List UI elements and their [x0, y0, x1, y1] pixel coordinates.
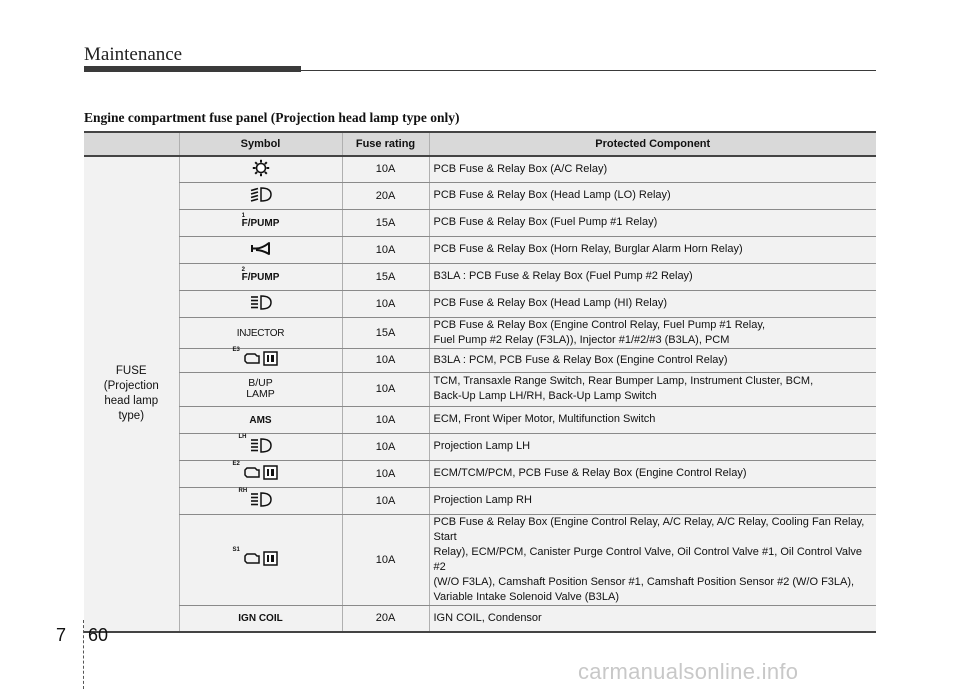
protected-component-cell — [429, 182, 876, 209]
protected-component-cell — [429, 317, 876, 348]
fuse-rating-cell: 20A — [342, 605, 429, 632]
protected-component-cell — [429, 514, 876, 605]
fuse-group-label — [84, 156, 179, 632]
header-fuse-rating: Fuse rating — [342, 132, 429, 156]
protected-component-cell — [429, 487, 876, 514]
fuse-group-label-line: type) — [118, 410, 145, 422]
symbol-superscript: E2 — [232, 460, 240, 467]
symbol-label-icon — [238, 612, 282, 624]
fuse-rating-cell: 10A — [342, 156, 429, 182]
protected-component-line: PCB Fuse & Relay Box (Horn Relay, Burglar Alarm Horn Relay) — [433, 243, 743, 255]
symbol-cell — [179, 236, 342, 263]
symbol-superscript: 2 — [241, 266, 245, 273]
fuse-rating-cell: 10A — [342, 460, 429, 487]
protected-component-line: PCB Fuse & Relay Box (Head Lamp (LO) Relay) — [433, 189, 671, 201]
header-protected-component: Protected Component — [429, 132, 876, 156]
high-beam-icon — [249, 294, 273, 314]
fuse-rating-cell: 10A — [342, 514, 429, 605]
header-title: Maintenance — [84, 44, 183, 65]
headlamp-rh-icon — [238, 487, 273, 511]
table-row — [84, 182, 876, 209]
table-row — [84, 156, 876, 182]
protected-component-line: PCB Fuse & Relay Box (Engine Control Relay, A/C Relay, A/C Relay, Cooling Fan Relay, Start — [433, 515, 865, 543]
footer-chapter-number: 7 — [56, 625, 67, 645]
symbol-label: F/PUMP — [241, 271, 280, 283]
protected-component-line: B3LA : PCM, PCB Fuse & Relay Box (Engine Control Relay) — [433, 353, 728, 366]
fuse-rating-cell: 15A — [342, 317, 429, 348]
symbol-label: AMS — [249, 414, 272, 426]
header-blank — [84, 132, 179, 156]
protected-component-line: ECM/TCM/PCM, PCB Fuse & Relay Box (Engine Control Relay) — [433, 467, 747, 479]
protected-component-line: TCM, Transaxle Range Switch, Rear Bumper Lamp, Instrument Cluster, BCM, — [433, 375, 814, 387]
table-row — [84, 372, 876, 406]
fuse-rating-cell: 10A — [342, 236, 429, 263]
fuse-rating-cell: 10A — [342, 487, 429, 514]
symbol-cell — [179, 372, 342, 406]
table-row — [84, 514, 876, 605]
symbol-label: B/UP LAMP — [246, 377, 275, 400]
symbol-cell — [179, 209, 342, 236]
symbol-cell — [179, 460, 342, 487]
symbol-label-icon — [237, 327, 284, 339]
fuse-rating-cell: 10A — [342, 433, 429, 460]
protected-component-cell — [429, 209, 876, 236]
fuse-rating-cell: 10A — [342, 406, 429, 433]
protected-component-line: Relay), ECM/PCM, Canister Purge Control Valve, Oil Control Valve #1, Oil Control Valve #2 — [433, 545, 863, 573]
header-symbol: Symbol — [179, 132, 342, 156]
protected-component-line: PCB Fuse & Relay Box (Head Lamp (HI) Relay) — [433, 297, 668, 309]
symbol-cell — [179, 348, 342, 372]
headlamp-lh-icon — [238, 433, 273, 457]
fuse-table — [84, 131, 876, 633]
symbol-cell — [179, 406, 342, 433]
symbol-label-icon — [241, 266, 280, 283]
protected-component-line: PCB Fuse & Relay Box (A/C Relay) — [433, 162, 608, 175]
table-row — [84, 433, 876, 460]
fuse-rating-cell: 10A — [342, 372, 429, 406]
table-row — [84, 406, 876, 433]
symbol-cell — [179, 156, 342, 182]
protected-component-line: Back-Up Lamp LH/RH, Back-Up Lamp Switch — [433, 390, 657, 402]
protected-component-cell — [429, 372, 876, 406]
protected-component-cell — [429, 236, 876, 263]
protected-component-line: (W/O F3LA), Camshaft Position Sensor #1, Camshaft Position Sensor #2 (W/O F3LA), — [433, 575, 855, 588]
header-bar — [84, 66, 301, 72]
fuse-group-label-line: head lamp — [104, 395, 159, 407]
symbol-label: INJECTOR — [236, 327, 285, 339]
fuse-rating-cell: 10A — [342, 348, 429, 372]
fuse-rating-cell: 20A — [342, 182, 429, 209]
symbol-label: F/PUMP — [241, 217, 280, 229]
footer-page-number: 60 — [88, 625, 109, 645]
protected-component-line: ECM, Front Wiper Motor, Multifunction Switch — [433, 413, 656, 425]
low-beam-icon — [249, 186, 273, 206]
table-row — [84, 236, 876, 263]
symbol-cell — [179, 263, 342, 290]
fuse-rating-cell: 15A — [342, 263, 429, 290]
protected-component-line: Projection Lamp LH — [433, 440, 531, 452]
horn-icon — [250, 240, 272, 259]
fuse-rating-cell: 10A — [342, 290, 429, 317]
symbol-label-icon — [244, 378, 278, 400]
protected-component-line: IGN COIL, Condensor — [433, 611, 542, 624]
protected-component-line: Projection Lamp RH — [433, 494, 532, 506]
protected-component-line: B3LA : PCB Fuse & Relay Box (Fuel Pump #2 Relay) — [433, 270, 693, 282]
protected-component-cell — [429, 156, 876, 182]
header-rule — [301, 70, 876, 71]
symbol-cell — [179, 290, 342, 317]
table-row — [84, 209, 876, 236]
symbol-superscript: E3 — [232, 347, 240, 353]
symbol-label: IGN COIL — [238, 613, 283, 625]
protected-component-line: PCB Fuse & Relay Box (Engine Control Relay, Fuel Pump #1 Relay, — [433, 318, 766, 331]
symbol-superscript: LH — [238, 433, 247, 440]
symbol-label-icon — [249, 414, 271, 426]
table-row — [84, 263, 876, 290]
table-row — [84, 317, 876, 348]
symbol-superscript: RH — [238, 487, 248, 494]
fuse-group-label-line: (Projection — [103, 380, 159, 392]
symbol-cell — [179, 487, 342, 514]
engine-ecu-icon — [232, 546, 279, 570]
ac-gear-icon — [252, 159, 270, 180]
table-row — [84, 348, 876, 372]
fuse-rating-cell: 15A — [342, 209, 429, 236]
symbol-superscript: 1 — [241, 212, 245, 219]
protected-component-cell — [429, 406, 876, 433]
symbol-superscript: S1 — [232, 546, 240, 553]
engine-ecu-icon — [232, 460, 279, 484]
footer-separator — [83, 620, 85, 689]
symbol-cell — [179, 433, 342, 460]
table-row — [84, 487, 876, 514]
table-header-row — [84, 132, 876, 156]
watermark: carmanualsonline.info — [578, 659, 799, 684]
table-row — [84, 460, 876, 487]
protected-component-cell — [429, 605, 876, 632]
protected-component-line: Variable Intake Solenoid Valve (B3LA) — [433, 590, 619, 603]
section-title: Engine compartment fuse panel (Projection head lamp type only) — [84, 110, 460, 125]
fuse-group-label-line: FUSE — [115, 365, 147, 377]
table-row — [84, 290, 876, 317]
symbol-cell — [179, 514, 342, 605]
protected-component-line: Fuel Pump #2 Relay (F3LA)), Injector #1/#2/#3 (B3LA), PCM — [433, 333, 730, 346]
protected-component-cell — [429, 460, 876, 487]
protected-component-cell — [429, 348, 876, 372]
protected-component-cell — [429, 433, 876, 460]
engine-ecu-icon — [232, 347, 279, 370]
symbol-cell — [179, 605, 342, 632]
table-row — [84, 605, 876, 632]
symbol-label-icon — [241, 212, 280, 229]
protected-component-cell — [429, 290, 876, 317]
symbol-cell — [179, 182, 342, 209]
protected-component-cell — [429, 263, 876, 290]
protected-component-line: PCB Fuse & Relay Box (Fuel Pump #1 Relay) — [433, 216, 658, 228]
symbol-cell — [179, 317, 342, 348]
